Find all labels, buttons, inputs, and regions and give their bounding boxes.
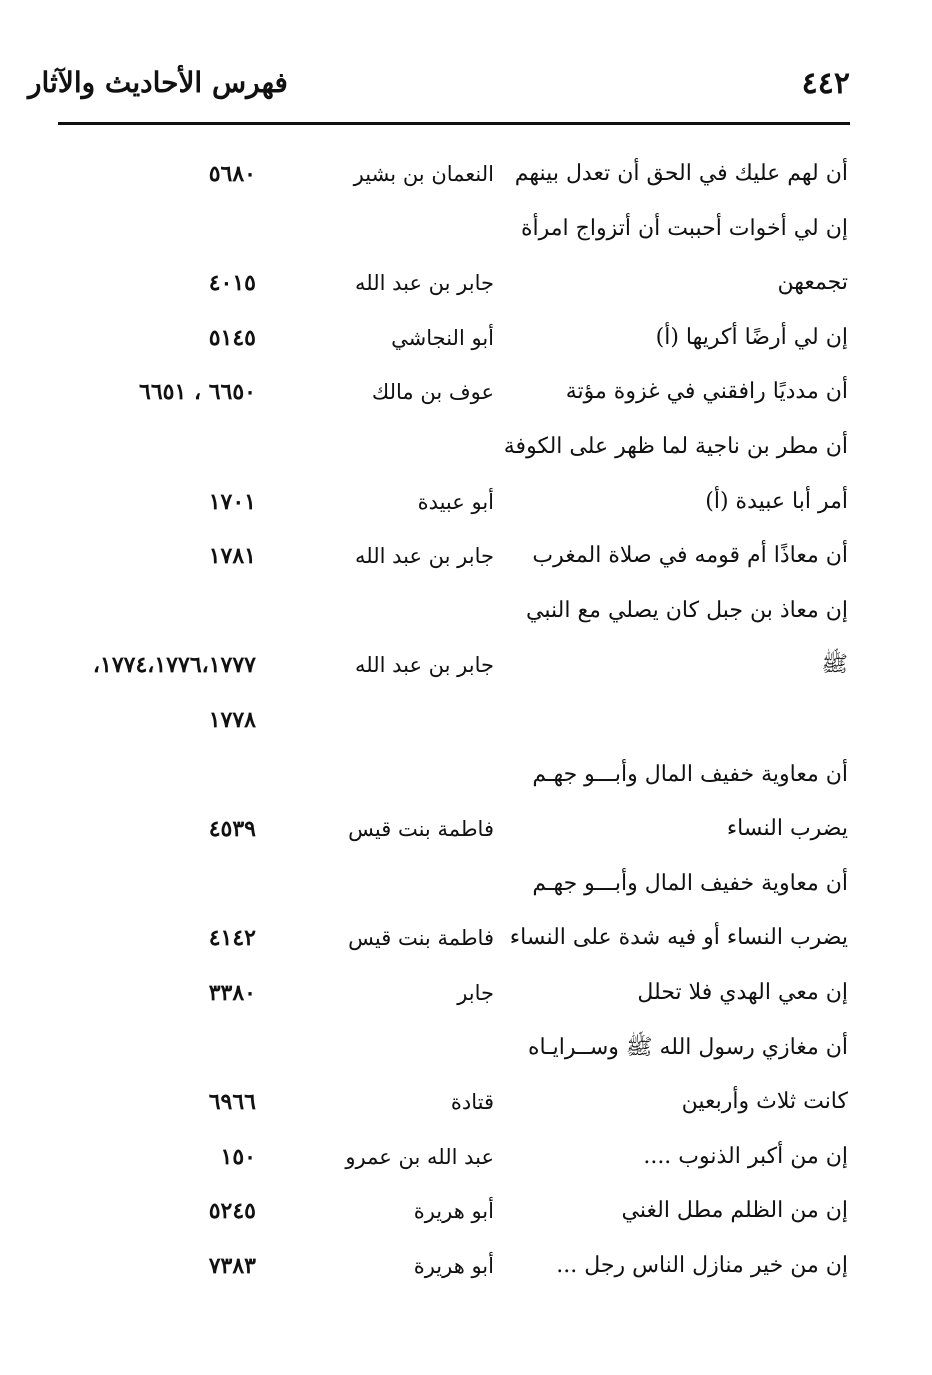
narrator: قتادة — [450, 1090, 494, 1115]
hadith-text: يضرب النساء — [726, 816, 848, 842]
index-entry — [0, 914, 932, 969]
header-divider — [58, 122, 850, 125]
hadith-text: تجمعهن — [777, 270, 848, 296]
index-entry — [0, 478, 932, 533]
index-entry — [0, 532, 932, 587]
reference-numbers: ١٧٧٤،١٧٧٦،١٧٧٧، — [92, 652, 256, 679]
reference-numbers: ٤٠١٥ — [208, 270, 256, 297]
index-entry — [0, 423, 932, 478]
hadith-text: أن مغازي رسول الله ﷺ وســرايـاه — [527, 1034, 848, 1060]
index-entry — [0, 259, 932, 314]
narrator: عبد الله بن عمرو — [345, 1144, 494, 1169]
narrator: عوف بن مالك — [371, 380, 494, 405]
hadith-text: إن معي الهدي فلا تحلل — [637, 979, 848, 1005]
hadith-text: أن مدديًا رافقني في غزوة مؤتة — [565, 379, 848, 405]
index-entry — [0, 1187, 932, 1242]
narrator: جابر بن عبد الله — [354, 653, 494, 678]
reference-numbers: ١٧٠١ — [208, 488, 256, 515]
page-header — [28, 66, 850, 116]
index-entry — [0, 205, 932, 260]
narrator: جابر بن عبد الله — [354, 544, 494, 569]
narrator: فاطمة بنت قيس — [348, 926, 494, 951]
reference-numbers: ٦٦٥٠ ، ٦٦٥١ — [139, 379, 256, 406]
index-entry — [0, 587, 932, 642]
hadith-text: أن مطر بن ناجية لما ظهر على الكوفة — [503, 433, 848, 459]
hadith-text: إن لي أخوات أحببت أن أتزواج امرأة — [520, 215, 848, 241]
index-entry — [0, 1133, 932, 1188]
reference-numbers: ١٧٨١ — [208, 543, 256, 570]
page-number: ٤٤٢ — [801, 66, 850, 101]
hadith-text: أن معاذًا أم قومه في صلاة المغرب — [532, 543, 848, 569]
page-title: فهرس الأحاديث والآثار — [28, 66, 288, 99]
reference-numbers: ٥٦٨٠ — [208, 161, 256, 187]
hadith-index-list — [0, 150, 932, 1296]
narrator: فاطمة بنت قيس — [348, 817, 494, 842]
index-entry — [0, 1024, 932, 1079]
reference-numbers: ٥٢٤٥ — [208, 1198, 256, 1225]
hadith-text: أن لهم عليك في الحق أن تعدل بينهم — [514, 161, 848, 186]
narrator: أبو النجاشي — [391, 325, 494, 350]
hadith-text: إن من خير منازل الناس رجل ... — [556, 1252, 848, 1278]
hadith-text: أن معاوية خفيف المال وأبـــو جهـم — [532, 761, 848, 787]
index-entry — [0, 150, 932, 205]
narrator: أبو هريرة — [413, 1253, 494, 1278]
hadith-text: كانت ثلاث وأربعين — [681, 1089, 848, 1115]
index-entry — [0, 368, 932, 423]
narrator: جابر — [457, 980, 494, 1005]
index-entry — [0, 1078, 932, 1133]
hadith-text: إن معاذ بن جبل كان يصلي مع النبي — [526, 597, 848, 623]
reference-numbers: ٤١٤٢ — [208, 925, 256, 952]
index-entry — [0, 641, 932, 696]
reference-numbers: ٧٣٨٣ — [208, 1252, 256, 1279]
hadith-text: إن من الظلم مطل الغني — [621, 1198, 848, 1224]
reference-numbers: ١٥٠ — [220, 1143, 256, 1170]
hadith-text: ﷺ — [821, 652, 848, 678]
reference-numbers: ١٧٧٨ — [208, 706, 256, 733]
index-entry — [0, 805, 932, 860]
index-entry — [0, 969, 932, 1024]
index-entry — [0, 696, 932, 751]
reference-numbers: ٤٥٣٩ — [208, 816, 256, 843]
index-entry — [0, 860, 932, 915]
narrator: النعمان بن بشير — [353, 162, 494, 186]
reference-numbers: ٣٣٨٠ — [208, 979, 256, 1006]
narrator: جابر بن عبد الله — [354, 271, 494, 296]
reference-numbers: ٥١٤٥ — [208, 324, 256, 351]
hadith-text: أن معاوية خفيف المال وأبـــو جهـم — [532, 870, 848, 896]
narrator: أبو هريرة — [413, 1199, 494, 1224]
index-entry — [0, 314, 932, 369]
hadith-text: يضرب النساء أو فيه شدة على النساء — [509, 925, 848, 951]
hadith-text: أمر أبا عبيدة (أ) — [705, 488, 848, 514]
hadith-text: إن من أكبر الذنوب .... — [643, 1143, 848, 1169]
hadith-text: إن لي أرضًا أكريها (أ) — [655, 324, 848, 350]
reference-numbers: ٦٩٦٦ — [208, 1089, 256, 1116]
index-entry — [0, 751, 932, 806]
index-entry — [0, 1242, 932, 1297]
narrator: أبو عبيدة — [417, 489, 494, 514]
